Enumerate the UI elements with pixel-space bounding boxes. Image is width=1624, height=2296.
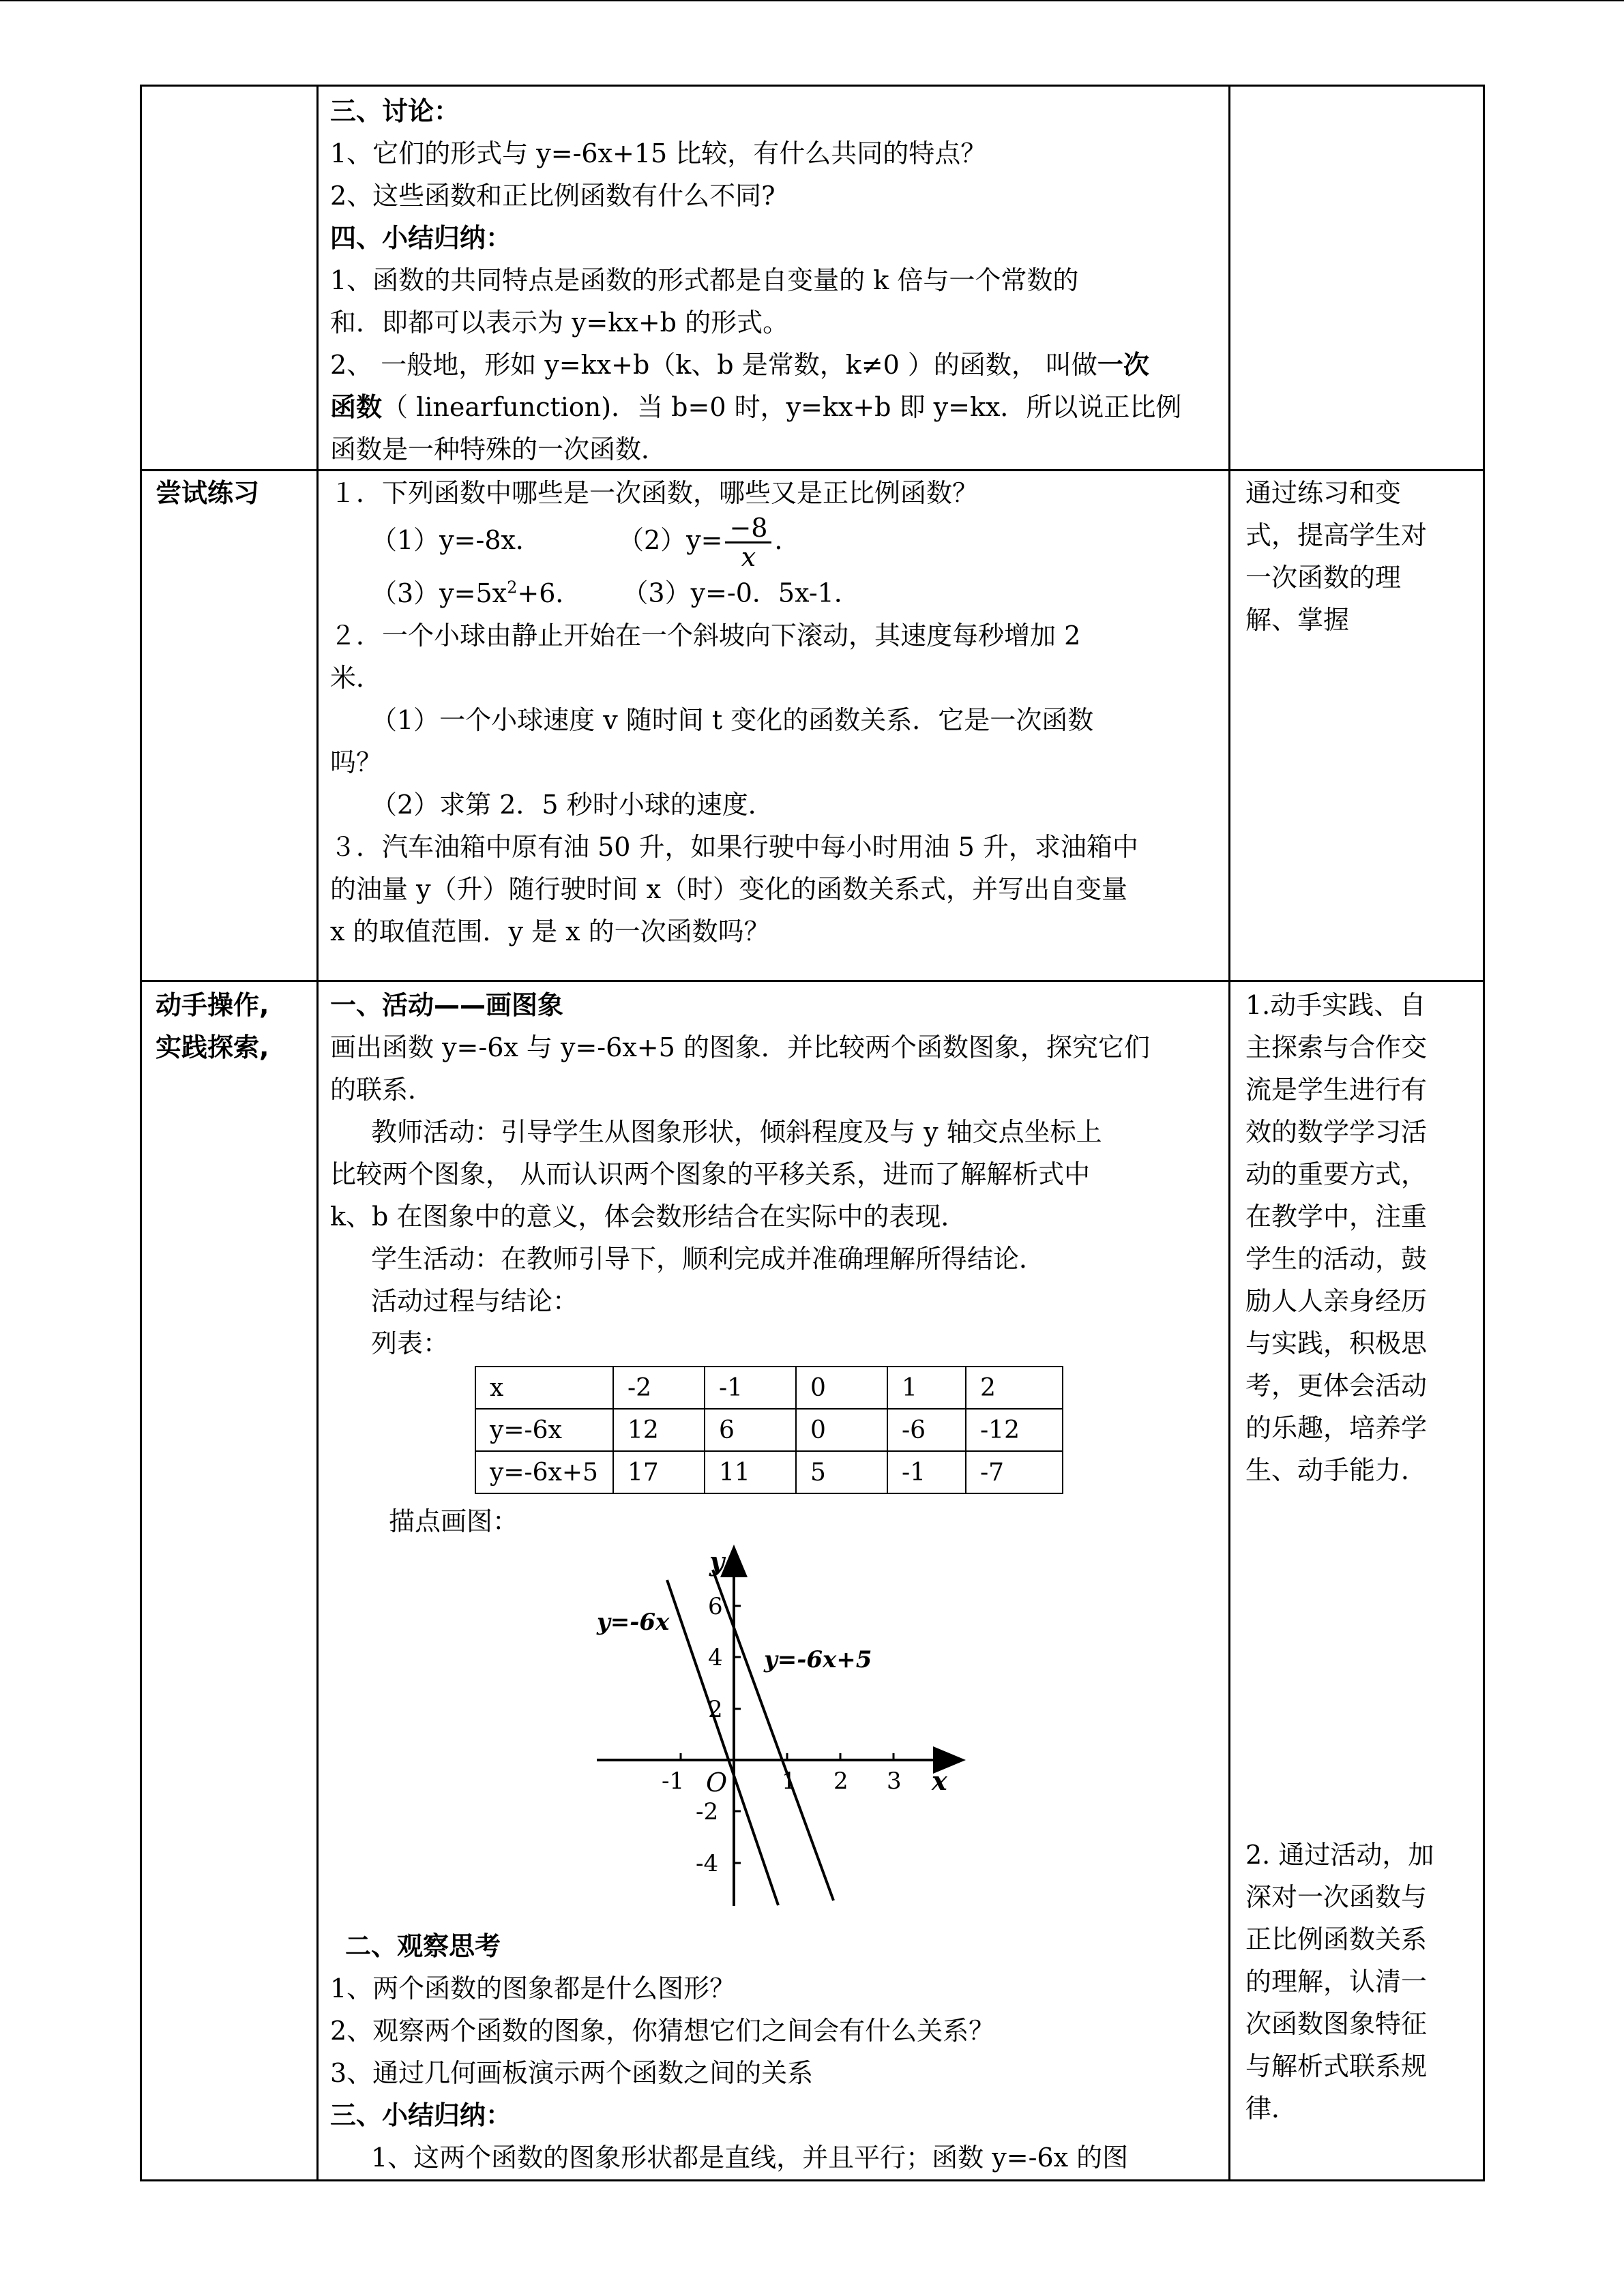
x-tick-label: 3 <box>887 1768 902 1795</box>
option-1: （1）y=-8x． <box>371 525 542 555</box>
practice-question-2-sub-1-cont: 吗？ <box>330 747 383 777</box>
table-cell: 17 <box>613 1451 705 1493</box>
practice-question-3-line-1: ３．汽车油箱中原有油 50 升，如果行驶中每小时用油 5 升，求油箱中 <box>330 831 1138 862</box>
table-cell: -6 <box>887 1409 966 1451</box>
note-line: 学生的活动，鼓 <box>1245 1244 1428 1274</box>
term-linear-part1: 一次 <box>1097 350 1149 380</box>
note-line: 式，提高学生对 <box>1245 520 1428 550</box>
fraction-denominator: x <box>741 542 756 572</box>
table-column-divider-2 <box>1228 85 1230 2181</box>
option-2-prefix: （2）y= <box>617 525 723 555</box>
note-line: 通过练习和变 <box>1245 478 1402 508</box>
table-label: 列表： <box>371 1328 449 1358</box>
table-border-left <box>140 85 142 2181</box>
option-3-suffix: +6． <box>517 578 582 608</box>
discussion-heading: 三、讨论： <box>330 96 460 126</box>
handson-note-1 <box>1245 984 1427 1491</box>
note-line: 流是学生进行有 <box>1245 1075 1428 1105</box>
summary-point-1-line-1: 1、函数的共同特点是函数的形式都是自变量的 k 倍与一个常数的 <box>330 265 1079 295</box>
summary-point-2-line-2 <box>330 386 1224 428</box>
plot-label: 描点画图： <box>389 1506 519 1536</box>
line-y-neg6x-plus5 <box>713 1570 833 1900</box>
x-tick-label: 1 <box>782 1768 797 1795</box>
table-border-bottom <box>140 2179 1485 2181</box>
teacher-activity-line-2: 比较两个图象， 从而认识两个图象的平移关系，进而了解解析式中 <box>330 1159 1091 1189</box>
table-border-right <box>1483 85 1485 2181</box>
note-line: 正比例函数关系 <box>1245 1924 1428 1954</box>
note-line: 励人人亲身经历 <box>1245 1286 1428 1316</box>
table-cell: -12 <box>966 1409 1063 1451</box>
summary-point-2-text-2: （ linearfunction)．当 b=0 时，y=kx+b 即 y=kx．所以说正比例 <box>382 392 1182 422</box>
table-cell: 11 <box>705 1451 796 1493</box>
summary-heading: 四、小结归纳： <box>330 223 512 253</box>
section-practice <box>330 472 1224 953</box>
student-activity: 学生活动：在教师引导下，顺利完成并准确理解所得结论． <box>371 1244 1046 1274</box>
summary-point-2-line-1 <box>330 344 1224 386</box>
practice-options-row-2 <box>330 566 1224 614</box>
practice-question-3-line-3: x 的取值范围．y 是 x 的一次函数吗？ <box>330 916 770 946</box>
y-tick-label: 4 <box>708 1644 723 1671</box>
value-table <box>475 1366 1063 1494</box>
table-cell: 12 <box>613 1409 705 1451</box>
handson-label <box>156 984 269 1069</box>
note-line: 考，更体会活动 <box>1245 1371 1428 1401</box>
table-cell: x <box>475 1367 613 1409</box>
observe-question-3: 3、通过几何画板演示两个函数之间的关系 <box>330 2058 814 2088</box>
y-tick-label: 6 <box>708 1593 723 1620</box>
note-line: 2. 通过活动，加 <box>1245 1840 1434 1870</box>
table-cell: 6 <box>705 1409 796 1451</box>
note-line: 与解析式联系规 <box>1245 2051 1428 2081</box>
axis-label-y: y <box>709 1546 725 1577</box>
note-line: 深对一次函数与 <box>1245 1882 1428 1912</box>
option-3-prefix: （3）y=5x <box>371 578 507 608</box>
handson-note-2 <box>1245 1834 1434 2130</box>
table-cell: 5 <box>796 1451 887 1493</box>
handson-label-line-1: 动手操作, <box>156 990 269 1020</box>
option-3-exponent: 2 <box>507 578 518 597</box>
table-cell: -1 <box>887 1451 966 1493</box>
table-cell: -7 <box>966 1451 1063 1493</box>
practice-question-2-sub-1: （1）一个小球速度 v 随时间 t 变化的函数关系．它是一次函数 <box>371 704 1094 735</box>
table-cell: y=-6x <box>475 1409 613 1451</box>
y-tick-label: -2 <box>696 1798 719 1825</box>
x-tick-label: 2 <box>833 1768 848 1795</box>
observe-question-1: 1、两个函数的图象都是什么图形？ <box>330 1973 736 2003</box>
section-observe <box>330 1925 1224 2179</box>
practice-label: 尝试练习 <box>156 478 260 508</box>
activity-line-2: 的联系． <box>330 1075 434 1105</box>
activity-line-1: 画出函数 y=-6x 与 y=-6x+5 的图象．并比较两个函数图象，探究它们 <box>330 1032 1150 1062</box>
note-line: 解、掌握 <box>1245 605 1350 635</box>
summary-point-2-text: 2、 一般地，形如 y=kx+b（k、b 是常数，k≠0 ）的函数， 叫做 <box>330 350 1097 380</box>
practice-question-2-line-1: ２．一个小球由静止开始在一个斜坡向下滚动，其速度每秒增加 2 <box>330 620 1081 651</box>
table-row <box>475 1409 1063 1451</box>
axis-label-x: x <box>932 1765 947 1796</box>
practice-question-3-line-2: 的油量 y（升）随行驶时间 x（时）变化的函数关系式，并写出自变量 <box>330 874 1128 904</box>
summary-point-1-line-2: 和．即都可以表示为 y=kx+b 的形式。 <box>330 308 789 338</box>
note-line: 的乐趣，培养学 <box>1245 1413 1428 1443</box>
function-graph <box>593 1545 975 1926</box>
handson-label-line-2: 实践探索, <box>156 1032 269 1062</box>
summary-point-2-line-3: 函数是一种特殊的一次函数． <box>330 434 668 464</box>
activity-heading: 一、活动——画图象 <box>330 990 564 1020</box>
table-column-divider-1 <box>316 85 319 2181</box>
page-top-border <box>0 0 1624 1</box>
note-line: 效的数学学习活 <box>1245 1117 1428 1147</box>
practice-question-2-sub-2: （2）求第 2．5 秒时小球的速度． <box>371 789 774 820</box>
y-tick-label: -4 <box>696 1850 719 1877</box>
note-line: 主探索与合作交 <box>1245 1032 1428 1062</box>
table-cell: 1 <box>887 1367 966 1409</box>
practice-note <box>1245 472 1427 641</box>
discussion-question-2: 2、这些函数和正比例函数有什么不同? <box>330 181 776 211</box>
section-activity <box>330 984 1224 1365</box>
practice-question-1: １．下列函数中哪些是一次函数，哪些又是正比例函数？ <box>330 478 979 508</box>
table-cell: 0 <box>796 1409 887 1451</box>
discussion-question-1: 1、它们的形式与 y=-6x+15 比较，有什么共同的特点？ <box>330 138 987 168</box>
y-tick-label: 2 <box>708 1696 723 1723</box>
table-cell: 2 <box>966 1367 1063 1409</box>
table-row-divider-2 <box>140 980 1485 982</box>
table-row <box>475 1451 1063 1493</box>
note-line: 一次函数的理 <box>1245 563 1402 593</box>
line-label-y-neg6x: y=-6x <box>597 1609 670 1636</box>
practice-question-2-line-2: 米． <box>330 662 383 693</box>
table-row <box>475 1367 1063 1409</box>
x-tick-label: -1 <box>662 1768 685 1795</box>
summary-2-line-1: 1、这两个函数的图象形状都是直线，并且平行；函数 y=-6x 的图 <box>371 2143 1129 2173</box>
note-line: 动的重要方式， <box>1245 1159 1428 1189</box>
option-2-suffix: ． <box>774 525 801 555</box>
summary-heading-2: 三、小结归纳： <box>330 2100 512 2130</box>
table-cell: y=-6x+5 <box>475 1451 613 1493</box>
note-line: 与实践，积极思 <box>1245 1328 1428 1358</box>
line-y-neg6x <box>667 1580 778 1905</box>
note-line: 律． <box>1245 2093 1298 2123</box>
teacher-activity-line-3: k、b 在图象中的意义，体会数形结合在实际中的表现． <box>330 1202 967 1232</box>
table-cell: 0 <box>796 1367 887 1409</box>
table-cell: -2 <box>613 1367 705 1409</box>
option-4: （3）y=-0．5x-1． <box>622 578 860 608</box>
option-3 <box>371 578 581 608</box>
teacher-activity-line-1: 教师活动：引导学生从图象形状，倾斜程度及与 y 轴交点坐标上 <box>371 1117 1102 1147</box>
origin-label: O <box>706 1768 728 1798</box>
note-line: 次函数图象特征 <box>1245 2009 1428 2039</box>
term-linear-part2: 函数 <box>330 392 383 422</box>
observe-heading: 二、观察思考 <box>345 1931 501 1961</box>
fraction-numerator: −8 <box>725 514 771 543</box>
table-cell: -1 <box>705 1367 796 1409</box>
note-line: 生、动手能力． <box>1245 1455 1428 1485</box>
note-line: 1.动手实践、自 <box>1245 990 1426 1020</box>
note-line: 的理解，认清一 <box>1245 1967 1428 1997</box>
line-label-y-neg6x-plus5: y=-6x+5 <box>764 1646 872 1673</box>
practice-options-row-1 <box>330 513 1224 572</box>
note-line: 在教学中，注重 <box>1245 1202 1428 1232</box>
section-discussion <box>330 90 1224 471</box>
observe-question-2: 2、观察两个函数的图象，你猜想它们之间会有什么关系？ <box>330 2016 995 2046</box>
fraction-neg8-over-x <box>725 514 771 571</box>
process-heading: 活动过程与结论： <box>371 1286 579 1316</box>
table-border-top <box>140 85 1485 87</box>
